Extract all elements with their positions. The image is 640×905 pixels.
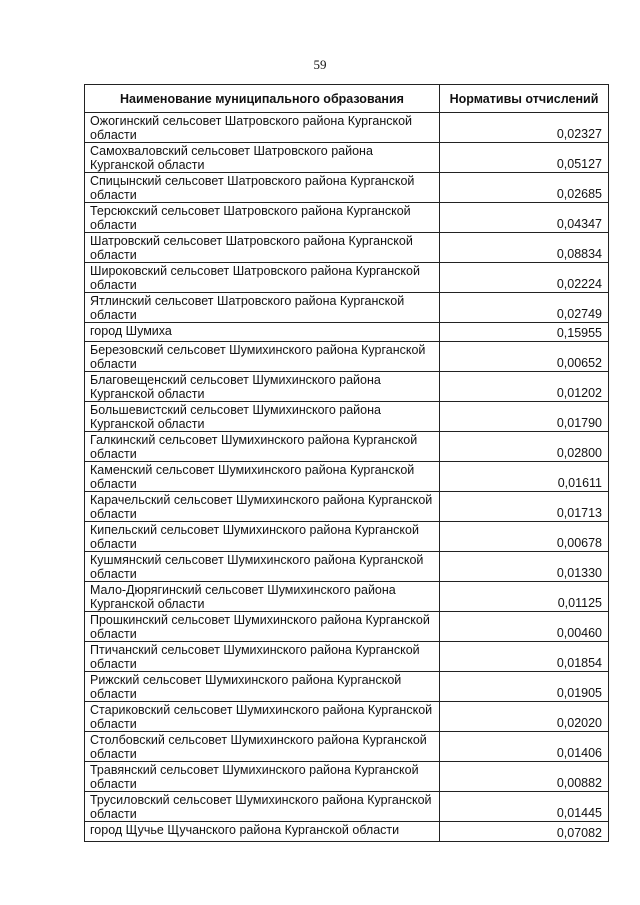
table-row [85,492,609,522]
table-row [85,143,609,173]
municipality-name-cell: Рижский сельсовет Шумихинского района Курганской области [85,672,440,702]
table-row [85,432,609,462]
norm-value-cell: 0,02685 [440,173,609,203]
municipality-name-cell: Каменский сельсовет Шумихинского района Курганской области [85,462,440,492]
norm-value-cell: 0,00882 [440,762,609,792]
norm-value-cell: 0,00652 [440,342,609,372]
municipality-name-cell: Спицынский сельсовет Шатровского района Курганской области [85,173,440,203]
table-header-row [85,85,609,113]
municipality-name-cell: Травянский сельсовет Шумихинского района Курганской области [85,762,440,792]
table-row [85,582,609,612]
table-row [85,702,609,732]
norm-value-cell: 0,02749 [440,293,609,323]
allocation-norms-table [84,84,609,842]
norm-value-cell: 0,00678 [440,522,609,552]
municipality-name-cell: город Шумиха [85,323,440,342]
municipality-name-cell: Мало-Дюрягинский сельсовет Шумихинского района Курганской области [85,582,440,612]
norm-value-cell: 0,01445 [440,792,609,822]
norm-value-cell: 0,01125 [440,582,609,612]
norm-value-cell: 0,02327 [440,113,609,143]
norm-value-cell: 0,01790 [440,402,609,432]
table-row [85,822,609,842]
table-row [85,762,609,792]
municipality-name-cell: Трусиловский сельсовет Шумихинского района Курганской области [85,792,440,822]
municipality-name-cell: Благовещенский сельсовет Шумихинского района Курганской области [85,372,440,402]
municipality-name-cell: Самохваловский сельсовет Шатровского района Курганской области [85,143,440,173]
table-row [85,233,609,263]
norm-value-cell: 0,01713 [440,492,609,522]
table-row [85,323,609,342]
table-row [85,402,609,432]
municipality-name-cell: Ятлинский сельсовет Шатровского района Курганской области [85,293,440,323]
table-row [85,552,609,582]
municipality-name-cell: Шатровский сельсовет Шатровского района Курганской области [85,233,440,263]
municipality-name-cell: Стариковский сельсовет Шумихинского района Курганской области [85,702,440,732]
municipality-name-cell: Широковский сельсовет Шатровского района Курганской области [85,263,440,293]
municipality-name-cell: Птичанский сельсовет Шумихинского района Курганской области [85,642,440,672]
table-row [85,732,609,762]
municipality-name-cell: Кушмянский сельсовет Шумихинского района Курганской области [85,552,440,582]
table-row [85,293,609,323]
column-header-municipality: Наименование муниципального образования [85,85,440,113]
norm-value-cell: 0,08834 [440,233,609,263]
municipality-name-cell: город Щучье Щучанского района Курганской области [85,822,440,842]
table-row [85,342,609,372]
norm-value-cell: 0,01854 [440,642,609,672]
table-row [85,372,609,402]
table-row [85,672,609,702]
column-header-norms: Нормативы отчислений [440,85,609,113]
norm-value-cell: 0,07082 [440,822,609,842]
norm-value-cell: 0,05127 [440,143,609,173]
page-number: 59 [313,57,327,72]
norm-value-cell: 0,01406 [440,732,609,762]
norm-value-cell: 0,01611 [440,462,609,492]
norm-value-cell: 0,02800 [440,432,609,462]
norm-value-cell: 0,00460 [440,612,609,642]
norm-value-cell: 0,01202 [440,372,609,402]
table-row [85,522,609,552]
norm-value-cell: 0,01330 [440,552,609,582]
municipality-name-cell: Карачельский сельсовет Шумихинского района Курганской области [85,492,440,522]
municipality-name-cell: Галкинский сельсовет Шумихинского района Курганской области [85,432,440,462]
table-row [85,203,609,233]
table-row [85,612,609,642]
municipality-name-cell: Кипельский сельсовет Шумихинского района Курганской области [85,522,440,552]
municipality-name-cell: Прошкинский сельсовет Шумихинского района Курганской области [85,612,440,642]
municipality-name-cell: Терсюкский сельсовет Шатровского района Курганской области [85,203,440,233]
municipality-name-cell: Ожогинский сельсовет Шатровского района Курганской области [85,113,440,143]
table-row [85,173,609,203]
municipality-name-cell: Столбовский сельсовет Шумихинского района Курганской области [85,732,440,762]
table-row [85,462,609,492]
norm-value-cell: 0,02224 [440,263,609,293]
norm-value-cell: 0,15955 [440,323,609,342]
norm-value-cell: 0,04347 [440,203,609,233]
municipality-name-cell: Березовский сельсовет Шумихинского района Курганской области [85,342,440,372]
norm-value-cell: 0,02020 [440,702,609,732]
table-row [85,263,609,293]
table-row [85,113,609,143]
table-row [85,792,609,822]
norm-value-cell: 0,01905 [440,672,609,702]
table-row [85,642,609,672]
municipality-name-cell: Большевистский сельсовет Шумихинского района Курганской области [85,402,440,432]
